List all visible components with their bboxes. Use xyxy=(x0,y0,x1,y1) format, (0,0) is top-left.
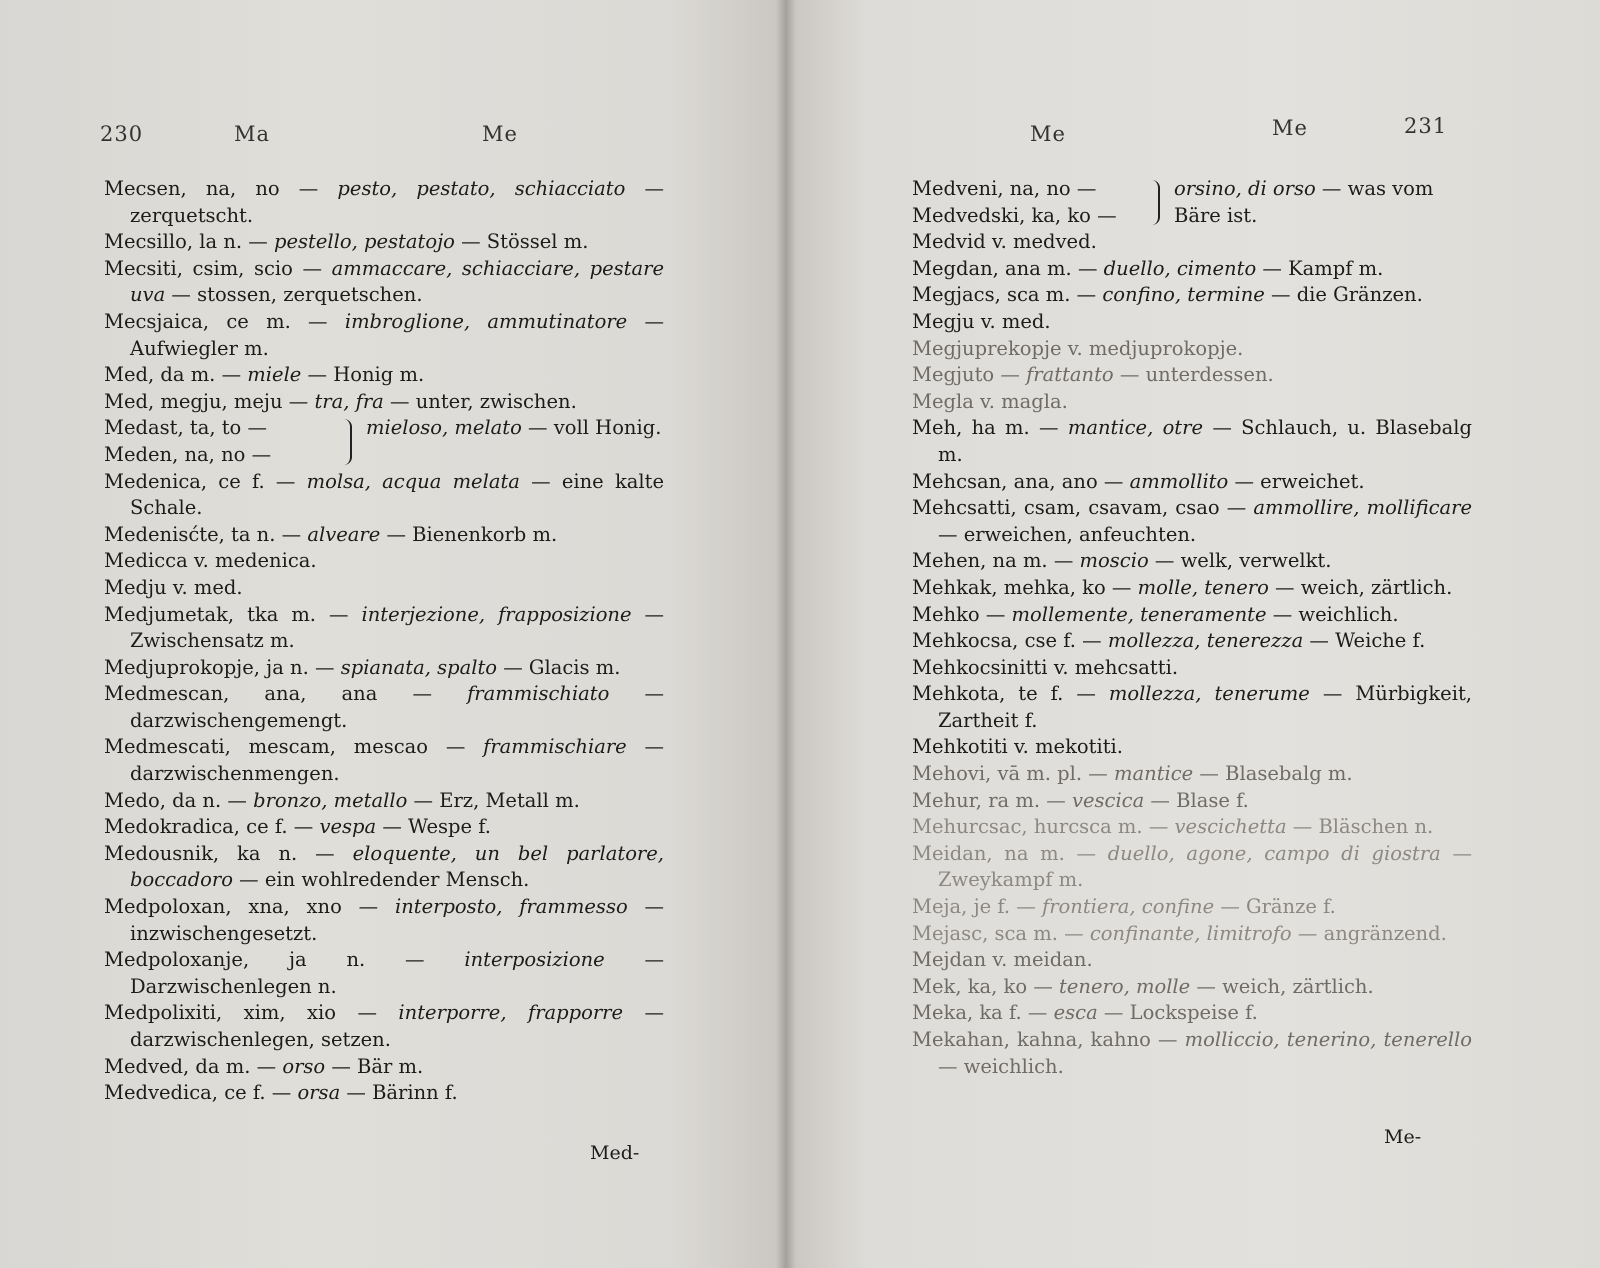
entry-german: — erweichet. xyxy=(1228,469,1365,493)
entry-separator: — xyxy=(365,948,465,972)
entry-separator: — xyxy=(1070,283,1103,307)
entry-separator: — xyxy=(336,1001,399,1025)
page-number: 231 xyxy=(1404,114,1448,138)
entry-lemma: Mehen, na m. xyxy=(912,549,1048,573)
brace-mark xyxy=(336,419,352,464)
entry-german: — Honig m. xyxy=(301,363,425,387)
dictionary-entry xyxy=(912,1000,1472,1027)
dictionary-entry xyxy=(912,974,1472,1001)
entry-german: — Darzwischenlegen n. xyxy=(130,948,664,998)
page-number: 230 xyxy=(100,122,144,146)
entry-lemma: Medvid v. medved. xyxy=(912,230,1097,254)
entry-lemma: Megjacs, sca m. xyxy=(912,283,1071,307)
dictionary-entry xyxy=(912,681,1472,734)
entry-german: — Bläschen n. xyxy=(1286,815,1434,839)
header-left: Me xyxy=(1030,122,1066,146)
entry-lemma: Mejasc, sca m. xyxy=(912,921,1058,945)
entry-german: — inzwischengesetzt. xyxy=(130,895,665,945)
entry-german: — Wespe f. xyxy=(376,815,491,839)
dictionary-entry xyxy=(104,575,664,602)
dictionary-entry xyxy=(912,628,1472,655)
entry-italian: frammischiato xyxy=(467,682,610,706)
dictionary-entry xyxy=(104,1080,664,1107)
entry-lemma: Megjuto xyxy=(912,363,995,387)
dictionary-entry xyxy=(912,256,1472,283)
entry-italian: duello, agone, campo di giostra xyxy=(1107,841,1441,865)
entry-lemma: Mehkota, te f. xyxy=(912,682,1064,706)
dictionary-entry xyxy=(104,894,664,947)
entry-separator: — xyxy=(1082,762,1115,786)
entry-german: — darzwischengemengt. xyxy=(130,682,664,732)
entry-separator: — xyxy=(1010,895,1042,919)
dictionary-entry xyxy=(104,681,664,734)
entry-lemma: Meidan, na m. xyxy=(912,841,1065,865)
entry-german: — darzwischenmengen. xyxy=(130,735,665,786)
entry-lemma: Mehcsan, ana, ano xyxy=(912,469,1098,493)
catchword: Me- xyxy=(1384,1126,1422,1148)
entry-german: — Gränze f. xyxy=(1214,895,1336,919)
entry-italian: molsa, acqua melata xyxy=(306,469,520,493)
entry-lemma: Med, da m. xyxy=(104,363,216,387)
entry-italian: vespa xyxy=(319,815,377,839)
entry-lemma: Mecsiti, csim, scio xyxy=(104,256,293,280)
dictionary-entry xyxy=(104,655,664,682)
entry-german: — Kampf m. xyxy=(1256,256,1384,280)
entry-german: — weichlich. xyxy=(938,1054,1064,1078)
entry-separator: — xyxy=(308,655,341,679)
entry-lemma: Mehkocsinitti v. mehcsatti. xyxy=(912,655,1179,679)
dictionary-entry xyxy=(912,575,1472,602)
dictionary-entry xyxy=(912,602,1472,629)
entry-italian: orsa xyxy=(297,1081,341,1105)
entry-italian: mantice xyxy=(1114,762,1194,786)
entry-german: — Glacis m. xyxy=(497,655,621,679)
entry-separator: — xyxy=(1142,815,1175,839)
entry-german: — Bienenkorb m. xyxy=(380,522,558,546)
entry-separator: — xyxy=(1027,974,1060,998)
entry-lemma: Mehurcsac, hurcsca m. xyxy=(912,815,1143,839)
entry-separator: — xyxy=(297,841,353,865)
entry-lemma: Medvedica, ce f. xyxy=(104,1081,266,1105)
dictionary-entry xyxy=(912,495,1472,548)
dictionary-entry xyxy=(104,176,664,229)
entry-italian: interporre, frapporre xyxy=(398,1001,624,1025)
entry-italian: confinante, limitrofo xyxy=(1089,921,1292,945)
entry-italian: pesto, pestato, schiacciato xyxy=(337,177,626,200)
entry-separator: — xyxy=(221,788,254,812)
entry-german: — Bär m. xyxy=(325,1054,424,1078)
header-right: Me xyxy=(482,122,518,146)
entry-italian: frammischiare xyxy=(483,735,627,759)
entry-german: — welk, verwelkt. xyxy=(1148,549,1332,573)
dictionary-entry xyxy=(912,389,1472,416)
entry-separator: — xyxy=(1063,682,1109,706)
left-page xyxy=(0,0,786,1268)
grouped-gloss xyxy=(366,415,664,468)
entry-separator: — xyxy=(979,602,1012,626)
entry-separator: — xyxy=(215,363,248,387)
entry-german: — Aufwiegler m. xyxy=(130,309,665,360)
dictionary-entry xyxy=(104,256,664,309)
entry-lemma: Mejdan v. meidan. xyxy=(912,948,1093,972)
entry-separator: — xyxy=(265,1081,298,1105)
entry-separator: — xyxy=(1021,1001,1054,1025)
dictionary-entry xyxy=(104,362,664,389)
entry-german: — Stössel m. xyxy=(454,230,589,254)
dictionary-entry xyxy=(104,309,664,362)
entry-german: — erweichen, anfeuchten. xyxy=(938,522,1197,546)
entry-separator: — xyxy=(1047,549,1080,573)
dictionary-entry xyxy=(104,814,664,841)
entry-separator: — xyxy=(282,389,315,413)
grouped-gloss xyxy=(1174,176,1472,229)
entry-lemma: Medousnik, ka n. xyxy=(104,841,298,865)
entry-lemma: Megdan, ana m. xyxy=(912,256,1072,280)
dictionary-entry xyxy=(104,229,664,256)
entry-german: — Zweykampf m. xyxy=(938,841,1472,892)
catchword: Med- xyxy=(590,1142,640,1164)
entry-lemma: Mehkak, mehka, ko xyxy=(912,575,1106,599)
book-gutter xyxy=(776,0,796,1268)
entry-italian: frontiera, confine xyxy=(1042,895,1215,919)
entry-german: — unter, zwischen. xyxy=(383,389,577,413)
entry-lemma: Medast, ta, to — xyxy=(104,416,267,440)
entry-lemma: Mek, ka, ko xyxy=(912,974,1028,998)
entry-italian: molliccio, tenerino, tenerello xyxy=(1184,1028,1472,1051)
entry-lemma: Meden, na, no — xyxy=(104,442,272,466)
entry-lemma: Medpolixiti, xim, xio xyxy=(104,1001,336,1025)
entry-german: — Erz, Metall m. xyxy=(407,788,580,812)
entry-german: — unterdessen. xyxy=(1113,363,1274,387)
entry-separator: — xyxy=(1071,256,1104,280)
entry-list xyxy=(104,176,664,1107)
entry-lemma: Mehovi, vā m. pl. xyxy=(912,762,1083,786)
entry-lemma: Medenica, ce f. xyxy=(104,469,265,493)
entry-lemma: Med, megju, meju xyxy=(104,389,283,413)
header-right: Me xyxy=(1272,116,1308,140)
entry-italian: tenero, molle xyxy=(1059,974,1191,998)
dictionary-entry xyxy=(912,362,1472,389)
dictionary-entry xyxy=(104,947,664,1000)
entry-italian: mieloso, melato xyxy=(366,416,522,440)
entry-german: — was vom Bäre ist. xyxy=(1174,177,1434,227)
dictionary-entry xyxy=(104,522,664,549)
header-left: Ma xyxy=(234,122,271,146)
entry-lemma: Mecsen, na, no xyxy=(104,177,280,200)
entry-italian: confino, termine xyxy=(1102,283,1265,307)
entry-separator: — xyxy=(994,363,1027,387)
entry-german: — Schlauch, u. Blasebalg m. xyxy=(938,416,1472,466)
entry-german: — Bärinn f. xyxy=(340,1081,458,1105)
entry-italian: frattanto xyxy=(1026,363,1114,387)
entry-italian: vescichetta xyxy=(1174,815,1287,839)
entry-german: — Mürbigkeit, Zartheit f. xyxy=(938,682,1472,732)
entry-list xyxy=(912,176,1472,1080)
entry-separator: — xyxy=(1064,841,1108,865)
entry-separator: — xyxy=(1105,575,1138,599)
dictionary-entry xyxy=(912,841,1472,894)
entry-italian: miele xyxy=(247,363,302,387)
entry-italian: molle, tenero xyxy=(1137,575,1269,599)
entry-separator: — xyxy=(1029,416,1068,440)
dictionary-entry xyxy=(912,336,1472,363)
entry-lemma: Medved, da m. xyxy=(104,1054,251,1078)
entry-separator: — xyxy=(292,256,332,280)
entry-italian: ammaccare, schiacciare, pestare uva xyxy=(130,256,664,307)
dictionary-entry xyxy=(104,734,664,787)
entry-german: — voll Honig. xyxy=(521,416,662,440)
entry-lemma: Medpoloxan, xna, xno xyxy=(104,895,342,919)
entry-german: — weich, zärtlich. xyxy=(1190,974,1374,998)
entry-german: — angränzend. xyxy=(1291,921,1447,945)
dictionary-entry xyxy=(912,734,1472,761)
entry-lemma: Medmescan, ana, ana xyxy=(104,682,378,706)
dictionary-entry xyxy=(104,602,664,655)
dictionary-entry xyxy=(912,469,1472,496)
entry-separator: — xyxy=(316,602,362,626)
entry-lemma: Medjuprokopje, ja n. xyxy=(104,655,309,679)
entry-lemma: Medokradica, ce f. xyxy=(104,815,288,839)
entry-italian: interposto, frammesso xyxy=(394,895,628,919)
entry-lemma: Megla v. magla. xyxy=(912,389,1068,413)
entry-italian: ammollito xyxy=(1129,469,1229,493)
entry-italian: mantice, otre xyxy=(1067,416,1204,440)
entry-german: — weich, zärtlich. xyxy=(1268,575,1453,599)
entry-separator: — xyxy=(377,682,468,706)
entry-lemma: Medju v. med. xyxy=(104,575,243,599)
entry-german: — zerquetscht. xyxy=(130,177,664,227)
entry-german: — weichlich. xyxy=(1266,602,1399,626)
entry-lemma: Megju v. med. xyxy=(912,309,1051,333)
entry-lemma: Mehur, ra m. xyxy=(912,788,1041,812)
dictionary-entry xyxy=(912,814,1472,841)
entry-italian: mollezza, tenerezza xyxy=(1107,629,1304,653)
entry-separator: — xyxy=(1057,921,1090,945)
dictionary-entry xyxy=(912,788,1472,815)
entry-italian: ammollire, mollificare xyxy=(1253,496,1473,520)
entry-separator: — xyxy=(264,469,307,493)
entry-italian: moscio xyxy=(1079,549,1149,573)
entry-separator: — xyxy=(1040,788,1072,812)
entry-italian: tra, fra xyxy=(314,389,384,413)
entry-lemma: Megjuprekopje v. medjuprokopje. xyxy=(912,336,1244,360)
dictionary-entry xyxy=(912,229,1472,256)
entry-lemma: Meh, ha m. xyxy=(912,416,1030,440)
entry-lemma: Medvedski, ka, ko — xyxy=(912,203,1117,227)
entry-lemma: Meka, ka f. xyxy=(912,1001,1022,1025)
dictionary-entry xyxy=(912,309,1472,336)
entry-german: — Lockspeise f. xyxy=(1097,1001,1258,1025)
entry-german: — Weiche f. xyxy=(1303,629,1426,653)
dictionary-entry xyxy=(912,655,1472,682)
entry-italian: interposizione xyxy=(464,948,605,972)
entry-german: — Blase f. xyxy=(1144,788,1249,812)
dictionary-entry xyxy=(912,947,1472,974)
brace-mark xyxy=(1144,180,1160,225)
entry-separator: — xyxy=(428,735,484,759)
dictionary-entry xyxy=(104,788,664,815)
dictionary-entry xyxy=(104,1000,664,1053)
entry-italian: interjezione, frapposizione xyxy=(361,602,632,626)
entry-lemma: Mecsjaica, ce m. xyxy=(104,309,291,333)
entry-lemma: Medveni, na, no — xyxy=(912,177,1097,200)
entry-german: — eine kalte Schale. xyxy=(130,469,664,520)
entry-separator: — xyxy=(275,522,308,546)
grouped-lemmas xyxy=(104,415,336,468)
dictionary-entry xyxy=(912,894,1472,921)
dictionary-entry xyxy=(912,761,1472,788)
entry-separator: — xyxy=(1219,496,1254,520)
entry-lemma: Mehkocsa, cse f. xyxy=(912,629,1076,653)
dictionary-entry xyxy=(912,921,1472,948)
entry-lemma: Mehcsatti, csam, csavam, csao xyxy=(912,496,1220,520)
entry-lemma: Medo, da n. xyxy=(104,788,222,812)
entry-italian: mollezza, tenerume xyxy=(1108,682,1310,706)
entry-italian: spianata, spalto xyxy=(340,655,498,679)
entry-lemma: Medjumetak, tka m. xyxy=(104,602,317,626)
grouped-entries xyxy=(912,176,1472,229)
entry-separator: — xyxy=(1075,629,1108,653)
entry-separator: — xyxy=(290,309,345,333)
dictionary-entry xyxy=(104,548,664,575)
grouped-entries xyxy=(104,415,664,468)
entry-lemma: Mecsillo, la n. xyxy=(104,230,243,254)
entry-italian: alveare xyxy=(307,522,381,546)
entry-lemma: Meja, je f. xyxy=(912,895,1011,919)
entry-lemma: Mehkotiti v. mekotiti. xyxy=(912,735,1123,759)
entry-german: — Zwischensatz m. xyxy=(130,602,665,653)
dictionary-entry xyxy=(912,1027,1472,1080)
entry-german: — darzwischenlegen, setzen. xyxy=(130,1001,664,1051)
entry-separator: — xyxy=(341,895,395,919)
grouped-lemmas xyxy=(912,176,1144,229)
entry-german: — Blasebalg m. xyxy=(1193,762,1353,786)
entry-italian: vescica xyxy=(1071,788,1145,812)
entry-italian: esca xyxy=(1053,1001,1098,1025)
entry-italian: mollemente, teneramente xyxy=(1011,602,1267,626)
entry-separator: — xyxy=(242,230,275,254)
entry-lemma: Mekahan, kahna, kahno xyxy=(912,1028,1151,1051)
dictionary-entry xyxy=(912,548,1472,575)
entry-italian: imbroglione, ammutinatore xyxy=(344,309,628,333)
entry-italian: bronzo, metallo xyxy=(253,788,408,812)
entry-lemma: Medpoloxanje, ja n. xyxy=(104,948,366,972)
right-page xyxy=(786,0,1600,1268)
entry-separator: — xyxy=(1150,1028,1185,1051)
dictionary-entry xyxy=(912,415,1472,468)
entry-italian: orso xyxy=(282,1054,326,1078)
entry-italian: pestello, pestatojo xyxy=(274,230,455,254)
entry-separator: — xyxy=(1097,469,1130,493)
entry-lemma: Mehko xyxy=(912,602,980,626)
entry-lemma: Medmescati, mescam, mescao xyxy=(104,735,429,759)
entry-german: — die Gränzen. xyxy=(1264,283,1423,307)
entry-italian: duello, cimento xyxy=(1103,256,1257,280)
entry-german: — ein wohlredender Mensch. xyxy=(232,868,530,892)
entry-lemma: Medenisćte, ta n. xyxy=(104,522,276,546)
entry-italian: eloquente, un bel parlatore, boccadoro xyxy=(130,841,664,892)
dictionary-entry xyxy=(104,469,664,522)
entry-german: — stossen, zerquetschen. xyxy=(165,283,423,307)
dictionary-entry xyxy=(912,282,1472,309)
dictionary-entry xyxy=(104,1054,664,1081)
dictionary-entry xyxy=(104,841,664,894)
entry-separator: — xyxy=(279,177,338,200)
dictionary-entry xyxy=(104,389,664,416)
entry-separator: — xyxy=(287,815,320,839)
entry-lemma: Medicca v. medenica. xyxy=(104,549,317,573)
entry-italian: orsino, di orso xyxy=(1174,177,1316,200)
entry-separator: — xyxy=(250,1054,283,1078)
